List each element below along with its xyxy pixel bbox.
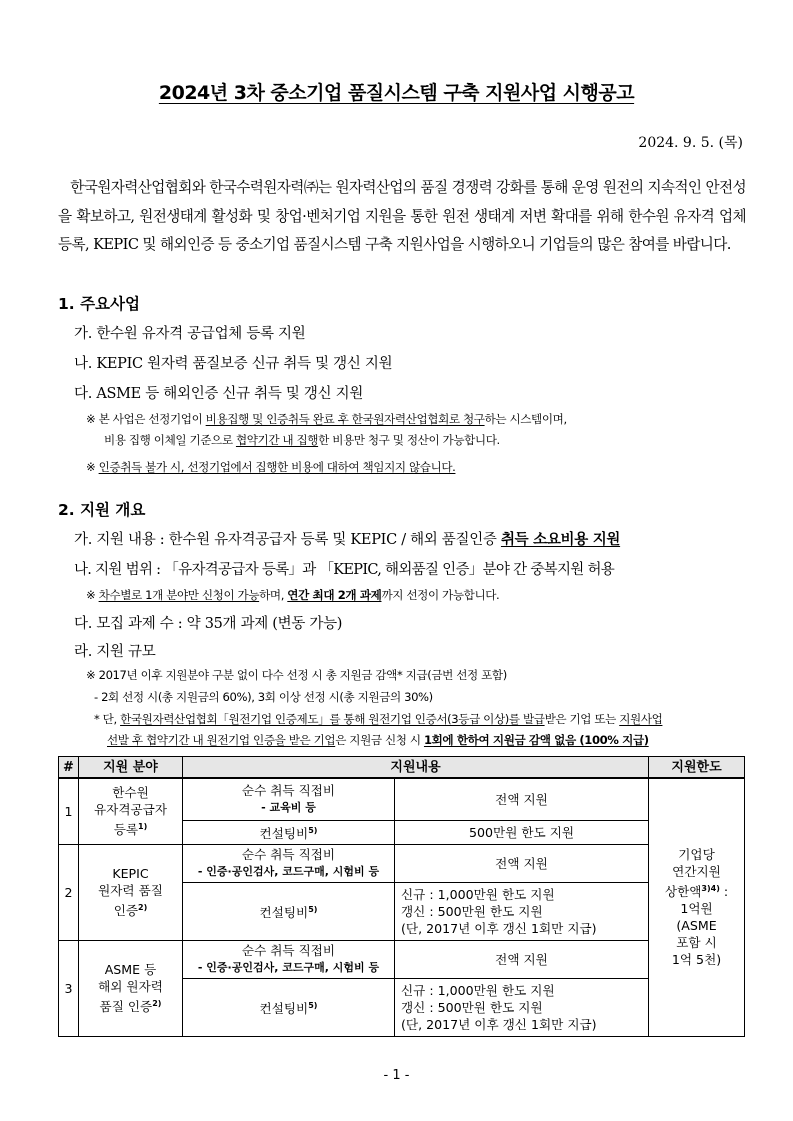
consult-line: (단, 2017년 이후 갱신 1회만 지급) — [401, 920, 597, 936]
section2-item-na: 나. 지원 범위 : 「유자격공급자 등록」과 「KEPIC, 해외품질 인증」분야 간 중복지원 허용 — [74, 562, 615, 578]
direct-cost-label: 순수 취득 직접비 — [241, 847, 336, 862]
field-line: 유자격공급자 — [94, 802, 167, 818]
item-text: 가. 지원 내용 : 한수원 유자격공급자 등록 및 KEPIC / 해외 품질인증 — [74, 532, 501, 548]
support-table — [58, 756, 745, 1037]
table-row — [59, 940, 745, 978]
direct-amount: 전액 지원 — [395, 844, 649, 882]
section2-item-ga — [74, 528, 620, 549]
row-no: 3 — [59, 940, 79, 1036]
note-text: 하는 시스템이며, — [484, 412, 567, 426]
section1-note-2 — [86, 459, 455, 475]
note-text: 받은 기업 또는 — [544, 712, 620, 726]
field-line: ASME 등 — [104, 961, 157, 977]
footnote-ref: 1) — [138, 822, 148, 832]
intro-text: 한국원자력산업협회와 한국수력원자력㈜는 원자력산업의 품질 경쟁력 강화를 통해 운영 원전의 지속적인 안전성을 확보하고, 원전생태계 활성화 및 창업·벤처기업 지원을 통한 원전 생태계 저변 확대를 위해 한수원 유자격 업체 등록, KEPIC 및 해외인증 등 중소기업 품질시스템 구축 지원사업을 시행하오니 기업들의 많은 참여를 바랍니다. — [58, 179, 747, 253]
direct-cost-cell — [183, 940, 395, 978]
announcement-date: 2024. 9. 5. (목) — [638, 135, 743, 151]
note-emphasis: 연간 최대 2개 과제 — [287, 588, 382, 602]
note-underline: 선발 후 협약기간 내 원전기업 인증을 받은 기업 — [107, 733, 336, 747]
row-field — [79, 778, 183, 844]
note-text: 까지 선정이 가능합니다. — [381, 588, 500, 602]
consult-label: 컨설팅비 — [259, 826, 309, 842]
section2-ra-note-1: ※ 2017년 이후 지원분야 구분 없이 다수 선정 시 총 지원금 감액* 지급(금번 선정 포함) — [86, 668, 507, 682]
consult-label: 컨설팅비 — [259, 1001, 309, 1017]
consult-line: (단, 2017년 이후 갱신 1회만 지급) — [401, 1016, 597, 1032]
page-number: - 1 - — [383, 1068, 410, 1083]
section1-note-1 — [86, 411, 567, 427]
limit-colon: : — [719, 884, 729, 900]
direct-amount: 전액 지원 — [395, 940, 649, 978]
limit-line: (ASME — [676, 918, 717, 934]
limit-line: 1억원 — [680, 901, 713, 917]
direct-cost-cell — [183, 844, 395, 882]
section2-na-note — [86, 587, 499, 603]
footnote-ref: 5) — [308, 825, 318, 835]
footnote-ref: 5) — [308, 904, 318, 914]
table-row — [59, 844, 745, 882]
section2-heading: 2. 지원 개요 — [58, 501, 146, 519]
note-mark: ※ — [86, 460, 99, 474]
note-mark: ※ — [86, 588, 99, 602]
section2-item-da: 다. 모집 과제 수 : 약 35개 과제 (변동 가능) — [74, 616, 343, 632]
direct-cost-sub: - 인증·공인검사, 코드구매, 시험비 등 — [197, 961, 380, 974]
section1-note-1b — [104, 432, 500, 448]
row-field — [79, 940, 183, 1036]
consult-line: 갱신 : 500만원 한도 지원 — [401, 999, 543, 1015]
consult-label: 컨설팅비 — [259, 905, 309, 921]
section2-ra-note-2: - 2회 선정 시(총 지원금의 60%), 3회 이상 선정 시(총 지원금의 30%) — [94, 690, 433, 704]
footnote-ref: 3)4) — [701, 884, 720, 894]
consult-cell — [183, 820, 395, 844]
section2-ra-note-3 — [94, 711, 662, 727]
row-no: 2 — [59, 844, 79, 940]
col-header-limit: 지원한도 — [649, 757, 745, 779]
consult-cell — [183, 978, 395, 1036]
limit-cell — [649, 778, 745, 1036]
field-line: 해외 원자력 — [98, 978, 163, 994]
note-text: * 단, — [94, 712, 121, 726]
direct-cost-label: 순수 취득 직접비 — [241, 943, 336, 958]
page-title: 2024년 3차 중소기업 품질시스템 구축 지원사업 시행공고 — [158, 82, 635, 104]
note-underline: 한국원자력산업협회「원전기업 인증제도」를 통해 원전기업 인증서(3등급 이상)를 발급 — [120, 712, 545, 726]
note-text: 한 비용만 청구 및 정산이 가능합니다. — [318, 433, 500, 447]
section1-item-ga: 가. 한수원 유자격 공급업체 등록 지원 — [74, 326, 306, 342]
note-text: 은 지원금 신청 시 — [335, 733, 424, 747]
field-line: 한수원 — [112, 785, 149, 801]
limit-line: 연간지원 — [672, 864, 721, 880]
note-underline: 협약기간 내 집행 — [235, 433, 319, 447]
note-text: 비용 집행 이체일 기준으로 — [104, 433, 236, 447]
note-underline: 지원사업 — [619, 712, 663, 726]
col-header-no: # — [59, 757, 79, 779]
row-field — [79, 844, 183, 940]
row-no: 1 — [59, 778, 79, 844]
limit-line: 상한액 — [664, 884, 702, 900]
direct-cost-cell — [183, 778, 395, 820]
section1-heading: 1. 주요사업 — [58, 295, 140, 313]
section1-item-da: 다. ASME 등 해외인증 신규 취득 및 갱신 지원 — [74, 386, 364, 402]
note-text: 하며, — [259, 588, 288, 602]
section1-item-na: 나. KEPIC 원자력 품질보증 신규 취득 및 갱신 지원 — [74, 356, 393, 372]
section2-item-ra: 라. 지원 규모 — [74, 644, 156, 660]
table-header-row — [59, 757, 745, 779]
section2-ra-note-3b — [107, 732, 649, 748]
note-emphasis: 1회에 한하여 지원금 감액 없음 (100% 지급) — [423, 733, 649, 747]
note-underline: 차수별로 1개 분야만 신청이 가능 — [98, 588, 260, 602]
field-line: 원자력 품질 — [98, 882, 163, 898]
consult-amount — [395, 882, 649, 940]
limit-line: 기업당 — [678, 847, 715, 863]
field-line: 품질 인증 — [99, 999, 153, 1015]
consult-amount: 500만원 한도 지원 — [395, 820, 649, 844]
field-line: 인증 — [113, 903, 139, 919]
note-underline: 인증취득 불가 시, 선정기업에서 집행한 비용에 대하여 책임지지 않습니다. — [98, 460, 456, 474]
limit-line: 포함 시 — [676, 935, 717, 951]
intro-paragraph — [58, 174, 746, 260]
col-header-field: 지원 분야 — [79, 757, 183, 779]
footnote-ref: 2) — [138, 902, 148, 912]
note-underline: 비용집행 및 인증취득 완료 후 한국원자력산업협회로 청구 — [205, 412, 485, 426]
table-row — [59, 778, 745, 820]
direct-cost-sub: - 교육비 등 — [261, 801, 316, 815]
direct-cost-label: 순수 취득 직접비 — [241, 783, 336, 799]
footnote-ref: 2) — [152, 998, 162, 1008]
item-emphasis: 취득 소요비용 지원 — [500, 532, 621, 548]
direct-amount: 전액 지원 — [395, 778, 649, 820]
field-line: KEPIC — [112, 865, 149, 881]
consult-line: 갱신 : 500만원 한도 지원 — [401, 903, 543, 919]
field-line: 등록 — [113, 822, 139, 838]
consult-cell — [183, 882, 395, 940]
consult-line: 신규 : 1,000만원 한도 지원 — [401, 982, 555, 998]
consult-line: 신규 : 1,000만원 한도 지원 — [401, 886, 555, 902]
footnote-ref: 5) — [308, 1000, 318, 1010]
consult-amount — [395, 978, 649, 1036]
col-header-content: 지원내용 — [183, 757, 649, 779]
limit-line: 1억 5천) — [671, 952, 722, 968]
note-text: ※ 본 사업은 선정기업이 — [86, 412, 206, 426]
direct-cost-sub: - 인증·공인검사, 코드구매, 시험비 등 — [197, 865, 380, 878]
